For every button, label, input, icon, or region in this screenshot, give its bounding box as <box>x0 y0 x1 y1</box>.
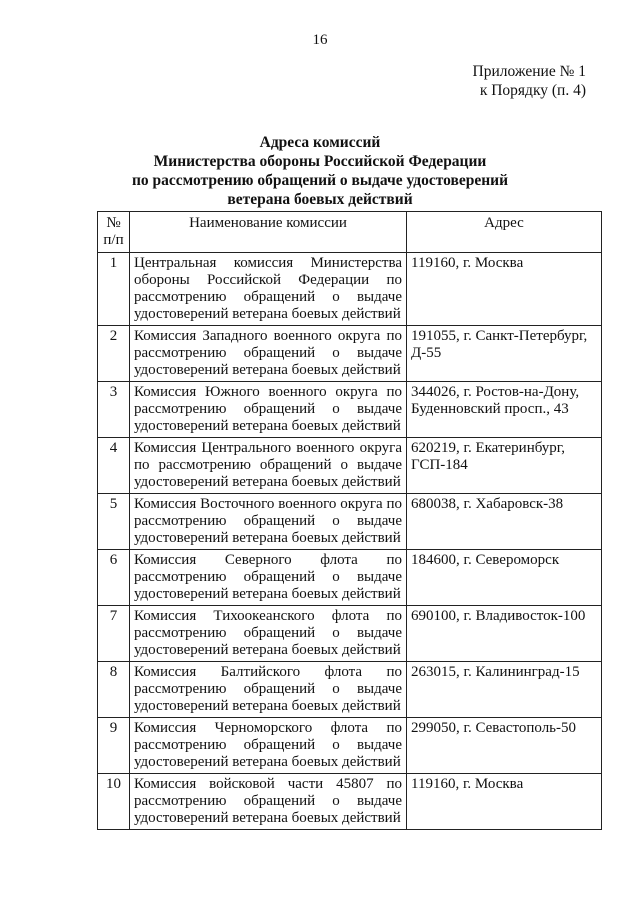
commission-address: 263015, г. Калининград-15 <box>407 662 602 718</box>
row-number: 2 <box>98 326 130 382</box>
appendix-reference <box>473 62 586 100</box>
appendix-line-1: Приложение № 1 <box>472 63 586 80</box>
commission-address: 119160, г. Москва <box>407 774 602 830</box>
commission-address: 184600, г. Североморск <box>407 550 602 606</box>
commission-name: Комиссия Южного военного округа по рассмотрению обращений о выдаче удостоверений ветерана боевых действий <box>130 382 407 438</box>
table-row <box>98 606 602 662</box>
row-number: 9 <box>98 718 130 774</box>
table-row <box>98 774 602 830</box>
appendix-line-2: к Порядку (п. 4) <box>479 82 586 99</box>
table-row <box>98 550 602 606</box>
commission-name: Комиссия войсковой части 45807 по рассмотрению обращений о выдаче удостоверений ветерана боевых действий <box>130 774 407 830</box>
table-row <box>98 382 602 438</box>
commission-name: Комиссия Восточного военного округа по рассмотрению обращений о выдаче удостоверений ветерана боевых действий <box>130 494 407 550</box>
header-number <box>98 212 130 253</box>
row-number: 5 <box>98 494 130 550</box>
table-row <box>98 718 602 774</box>
row-number: 10 <box>98 774 130 830</box>
commission-address: 191055, г. Санкт-Петербург, Д-55 <box>407 326 602 382</box>
header-number-line-1: № <box>106 215 121 231</box>
commission-address: 690100, г. Владивосток-100 <box>407 606 602 662</box>
title-line-1: Адреса комиссий <box>259 134 381 151</box>
header-address: Адрес <box>407 212 602 253</box>
header-number-line-2: п/п <box>103 232 124 248</box>
row-number: 3 <box>98 382 130 438</box>
title-line-4: ветерана боевых действий <box>227 191 413 208</box>
row-number: 4 <box>98 438 130 494</box>
commission-name: Комиссия Западного военного округа по рассмотрению обращений о выдаче удостоверений ветерана боевых действий <box>130 326 407 382</box>
commission-address: 119160, г. Москва <box>407 253 602 326</box>
table-row <box>98 494 602 550</box>
commission-name: Комиссия Центрального военного округа по рассмотрению обращений о выдаче удостоверений ветерана боевых действий <box>130 438 407 494</box>
table-row <box>98 326 602 382</box>
commission-address: 680038, г. Хабаровск-38 <box>407 494 602 550</box>
table-row <box>98 253 602 326</box>
title-line-3: по рассмотрению обращений о выдаче удостоверений <box>131 172 509 189</box>
commissions-table <box>97 211 602 830</box>
table-row <box>98 662 602 718</box>
row-number: 8 <box>98 662 130 718</box>
title-line-2: Министерства обороны Российской Федерации <box>153 153 487 170</box>
commission-name: Центральная комиссия Министерства обороны Российской Федерации по рассмотрению обращений о выдаче удостоверений ветерана боевых действий <box>130 253 407 326</box>
commission-address: 299050, г. Севастополь-50 <box>407 718 602 774</box>
table-header-row <box>98 212 602 253</box>
commission-address: 620219, г. Екатеринбург, ГСП-184 <box>407 438 602 494</box>
row-number: 6 <box>98 550 130 606</box>
commission-name: Комиссия Балтийского флота по рассмотрению обращений о выдаче удостоверений ветерана боевых действий <box>130 662 407 718</box>
commission-name: Комиссия Северного флота по рассмотрению обращений о выдаче удостоверений ветерана боевых действий <box>130 550 407 606</box>
document-title <box>0 133 640 209</box>
commission-name: Комиссия Черноморского флота по рассмотрению обращений о выдаче удостоверений ветерана боевых действий <box>130 718 407 774</box>
row-number: 1 <box>98 253 130 326</box>
table-row <box>98 438 602 494</box>
commission-address: 344026, г. Ростов-на-Дону, Буденновский просп., 43 <box>407 382 602 438</box>
row-number: 7 <box>98 606 130 662</box>
commission-name: Комиссия Тихоокеанского флота по рассмотрению обращений о выдаче удостоверений ветерана боевых действий <box>130 606 407 662</box>
header-name: Наименование комиссии <box>130 212 407 253</box>
page-number: 16 <box>312 32 328 48</box>
